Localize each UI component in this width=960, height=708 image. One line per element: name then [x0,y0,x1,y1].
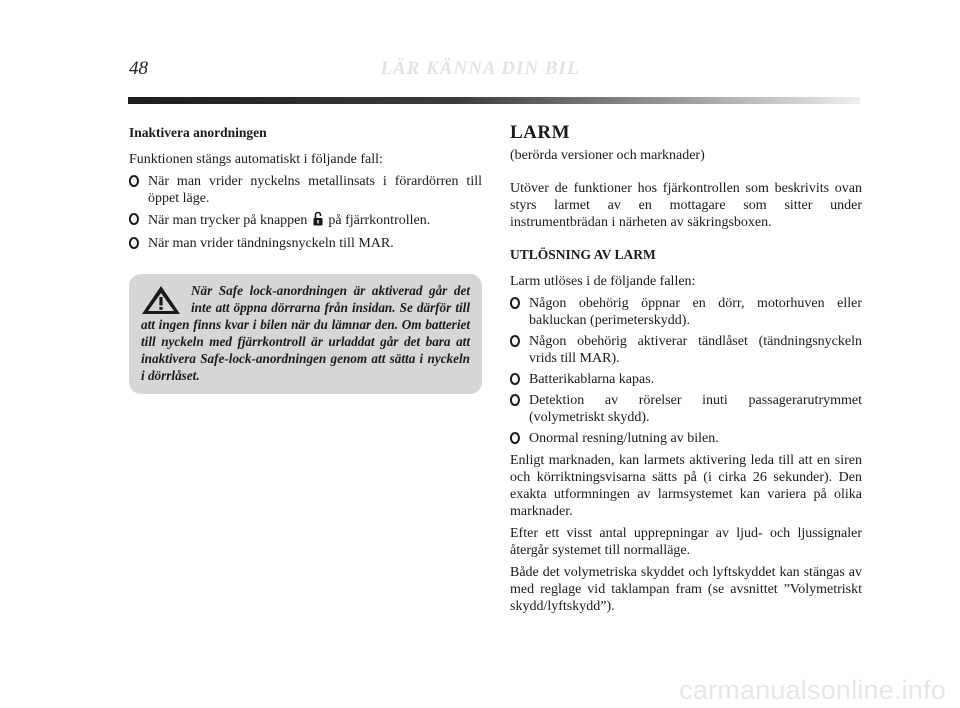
list-item [510,333,862,367]
section-subtitle: (berörda versioner och marknader) [510,148,705,163]
body-paragraph: Efter ett visst antal upprepningar av ljud- och ljussignaler återgår systemet till normalläge. [510,526,862,558]
list-item [510,371,862,388]
list-item-text: Onormal resning/lutning av bilen. [529,431,719,446]
list-item [129,173,482,207]
trigger-intro: Larm utlöses i de följande fallen: [510,274,696,289]
bullet-circle-icon [510,372,520,386]
running-title: LÄR KÄNNA DIN BIL [380,58,580,79]
bullet-circle-icon [129,236,139,250]
bullet-circle-icon [510,334,520,348]
trigger-heading: UTLÖSNING AV LARM [510,247,656,262]
deactivate-bullet-list [129,173,482,252]
list-item [510,295,862,329]
list-item [129,211,482,231]
list-item-text: Någon obehörig öppnar en dörr, motorhuven eller bakluckan (perimeterskydd). [529,296,862,328]
warning-text: När Safe lock-anordningen är aktiverad går det inte att öppna dörrarna från insidan. Se därför till att ingen finns kvar i bilen när du lämnar den. Om batteriet till nyckeln med fjärrkontroll är urladdat går det bara att inaktivera Safe-lock-anordningen genom att sätta i nyckeln i dörrlåset. [141,283,470,383]
body-paragraph: Både det volymetriska skyddet och lyftskyddet kan stängas av med reglage vid taklampan fram (se avsnittet ”Volymetriskt skydd/lyftskydd”). [510,565,862,614]
header-rule [128,97,860,104]
body-paragraph: Enligt marknaden, kan larmets aktivering leda till att en siren och körriktningsvisarna sätts på (i cirka 26 sekunder). Den exakta utformningen av larmsystemet kan variera på olika marknader. [510,453,862,519]
bullet-circle-icon [510,431,520,445]
warning-triangle-icon [141,285,181,315]
section-title: LARM [510,122,571,143]
list-item-text-after-icon: på fjärrkontrollen. [328,213,431,228]
alarm-intro: Utöver de funktioner hos fjärkontrollen som beskrivits ovan styrs larmet av en mottagare som sitter under instrumentbrädan i närheten av säkringsboxen. [510,181,862,230]
list-item [510,392,862,426]
list-item-text: Någon obehörig aktiverar tändlåset (tändningsnyckeln vrids till MAR). [529,334,862,366]
warning-box [129,274,482,394]
bullet-circle-icon [510,393,520,407]
deactivate-heading: Inaktivera anordningen [129,125,267,140]
trigger-bullet-list [510,295,862,447]
list-item-text: Detektion av rörelser inuti passagerarutrymmet (volymetriskt skydd). [529,393,862,425]
bullet-circle-icon [129,174,139,188]
bullet-circle-icon [129,212,139,226]
bullet-circle-icon [510,296,520,310]
unlock-padlock-icon [313,211,323,231]
left-column [129,124,482,394]
list-item [129,235,482,252]
list-item-text: Batterikablarna kapas. [529,372,655,387]
watermark: carmanualsonline.info [679,675,946,705]
list-item-text: När man vrider nyckelns metallinsats i förardörren till öppet läge. [148,174,482,206]
right-column [510,124,862,620]
list-item-text: När man vrider tändningsnyckeln till MAR. [148,236,394,251]
deactivate-intro: Funktionen stängs automatiskt i följande fall: [129,152,383,167]
page-number: 48 [129,58,148,79]
list-item [510,430,862,447]
list-item-text-before-icon: När man trycker på knappen [148,213,308,228]
